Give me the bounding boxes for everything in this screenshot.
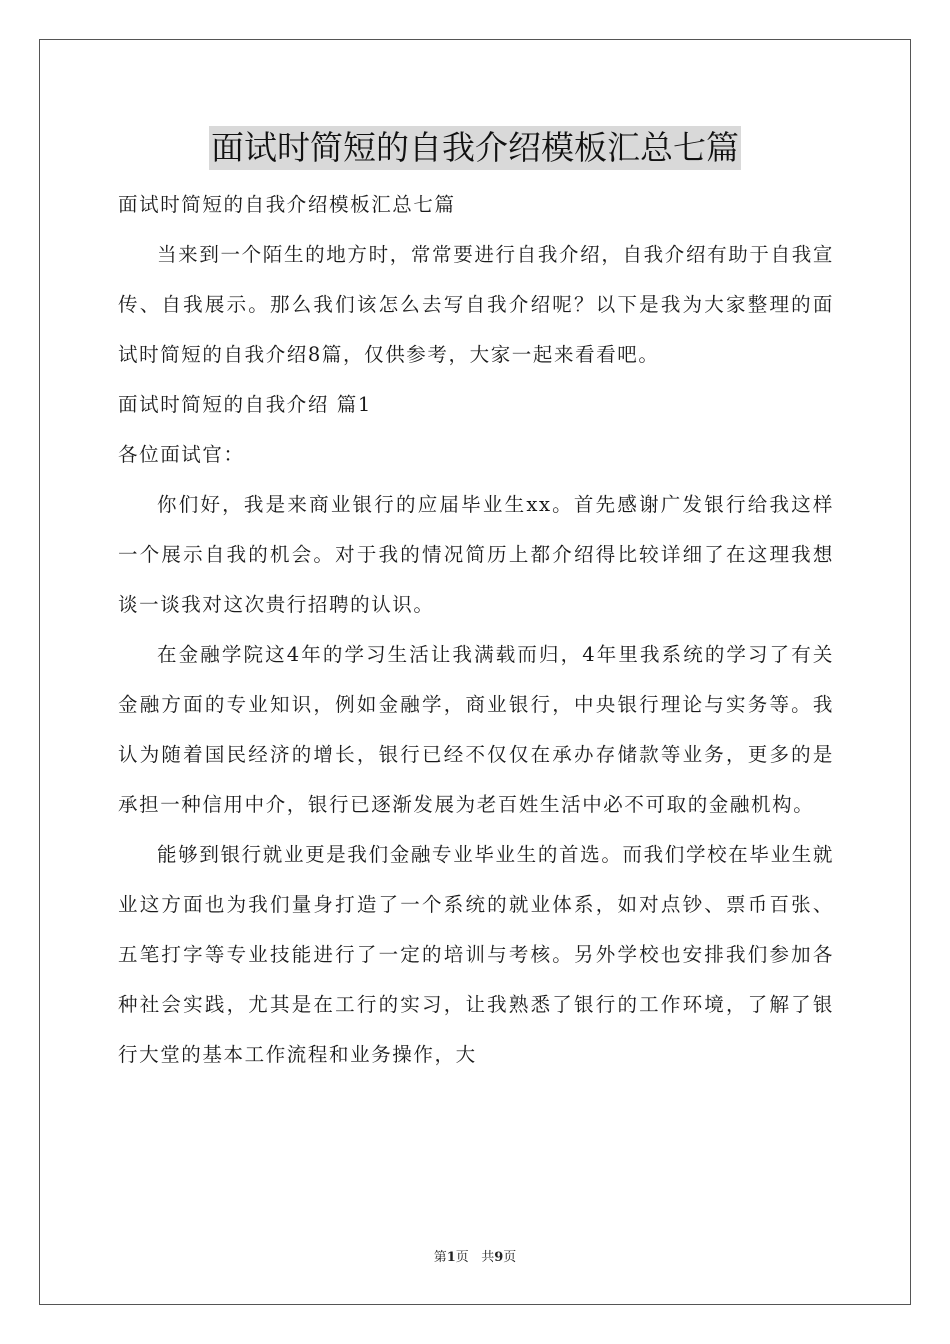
intro-paragraph: 当来到一个陌生的地方时，常常要进行自我介绍，自我介绍有助于自我宣传、自我展示。那么我们该怎么去写自我介绍呢？以下是我为大家整理的面试时简短的自我介绍8篇，仅供参考，大家一起来看看吧。: [118, 243, 834, 366]
page-footer: [0, 1246, 950, 1265]
title-wrap: [0, 126, 950, 170]
document-title: 面试时简短的自我介绍模板汇总七篇: [209, 126, 741, 170]
subtitle-line: 面试时简短的自我介绍模板汇总七篇: [118, 193, 456, 216]
document-body: [118, 180, 834, 1080]
page-total: 9: [494, 1250, 504, 1265]
body-paragraph: 在金融学院这4年的学习生活让我满载而归，4年里我系统的学习了有关金融方面的专业知识，例如金融学，商业银行，中央银行理论与实务等。我认为随着国民经济的增长，银行已经不仅仅在承办存储款等业务，更多的是承担一种信用中介，银行已逐渐发展为老百姓生活中必不可取的金融机构。: [118, 643, 834, 816]
page-prefix: 第: [433, 1250, 447, 1265]
total-prefix: 共: [481, 1250, 495, 1265]
body-paragraph: 你们好，我是来商业银行的应届毕业生xx。首先感谢广发银行给我这样一个展示自我的机会。对于我的情况简历上都介绍得比较详细了在这理我想谈一谈我对这次贵行招聘的认识。: [118, 493, 834, 616]
page-suffix: 页: [455, 1250, 469, 1265]
salutation: 各位面试官：: [118, 443, 245, 466]
body-paragraph: 能够到银行就业更是我们金融专业毕业生的首选。而我们学校在毕业生就业这方面也为我们量身打造了一个系统的就业体系，如对点钞、票币百张、五笔打字等专业技能进行了一定的培训与考核。另外学校也安排我们参加各种社会实践，尤其是在工行的实习，让我熟悉了银行的工作环境，了解了银行大堂的基本工作流程和业务操作，大: [118, 843, 834, 1066]
total-suffix: 页: [503, 1250, 517, 1265]
page-current: 1: [446, 1250, 456, 1265]
section-heading: 面试时简短的自我介绍 篇1: [118, 393, 372, 416]
